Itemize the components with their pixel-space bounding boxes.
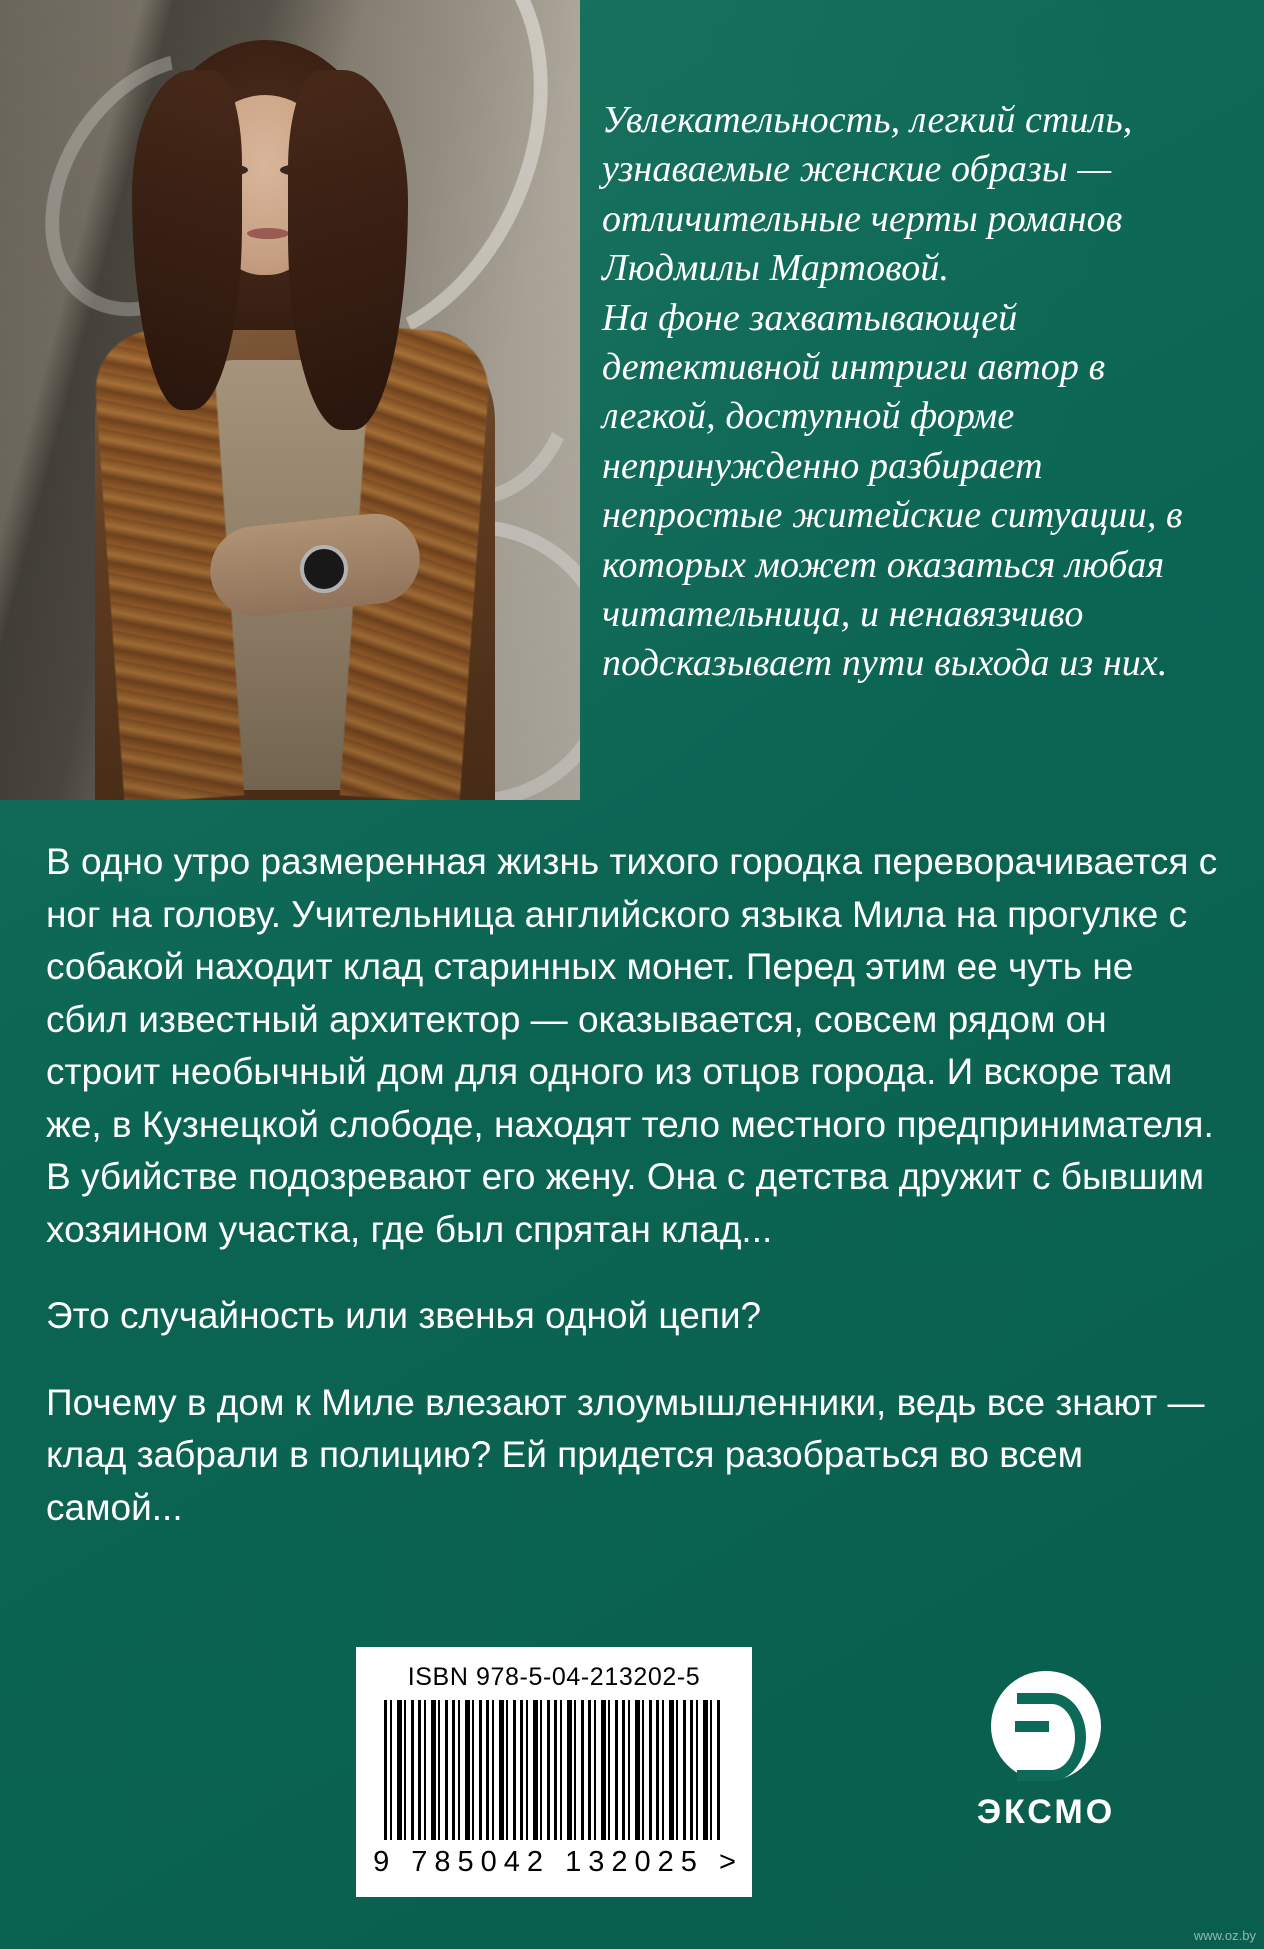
blurb-paragraph-2: На фоне захватывающей детективной интриги автор в легкой, доступной форме непринужденно разбирает непростые житейские ситуации, в которых может оказаться любая читательница, и ненавязчиво подсказывает пути выхода из них. <box>602 296 1183 685</box>
site-watermark: www.oz.by <box>1193 1928 1256 1943</box>
author-photo <box>0 0 580 800</box>
barcode-digits: 9 785042 132025 > <box>373 1846 743 1878</box>
publisher-name: ЭКСМО <box>976 1793 1116 1831</box>
cover-footer <box>0 1619 1264 1949</box>
isbn-label: ISBN 978-5-04-213202-5 <box>407 1663 701 1691</box>
barcode-block <box>356 1647 752 1897</box>
annotation-paragraph-1: В одно утро размеренная жизнь тихого городка переворачивается с ног на голову. Учительница английского языка Мила на прогулке с собакой находит клад старинных монет. Перед этим ее чуть не сбил известный архитектор — оказывается, совсем рядом он строит необычный дом для одного из отцов города. И вскоре там же, в Кузнецкой слободе, находят тело местного предпринимателя. В убийстве подозревают его жену. Она с детства дружит с бывшим хозяином участка, где был спрятан клад... <box>46 841 1218 1250</box>
barcode-bars-icon <box>384 1700 724 1840</box>
annotation-paragraph-2: Это случайность или звенья одной цепи? <box>46 1295 762 1337</box>
eksmo-logo-icon <box>991 1671 1101 1781</box>
blurb-paragraph-1: Увлекательность, легкий стиль, узнаваемые женские образы — отличительные черты романов Людмилы Мартовой. <box>602 99 1133 290</box>
annotation-paragraph-3: Почему в дом к Миле влезают злоумышленники, ведь все знают — клад забрали в полицию? Ей придется разобраться во всем самой... <box>46 1381 1205 1528</box>
photo-shading-overlay <box>0 0 580 800</box>
author-photo-image <box>0 0 580 800</box>
cover-top-section <box>0 0 1264 800</box>
author-blurb <box>580 0 1264 689</box>
book-annotation <box>0 800 1264 1534</box>
publisher-logo <box>956 1671 1136 1832</box>
